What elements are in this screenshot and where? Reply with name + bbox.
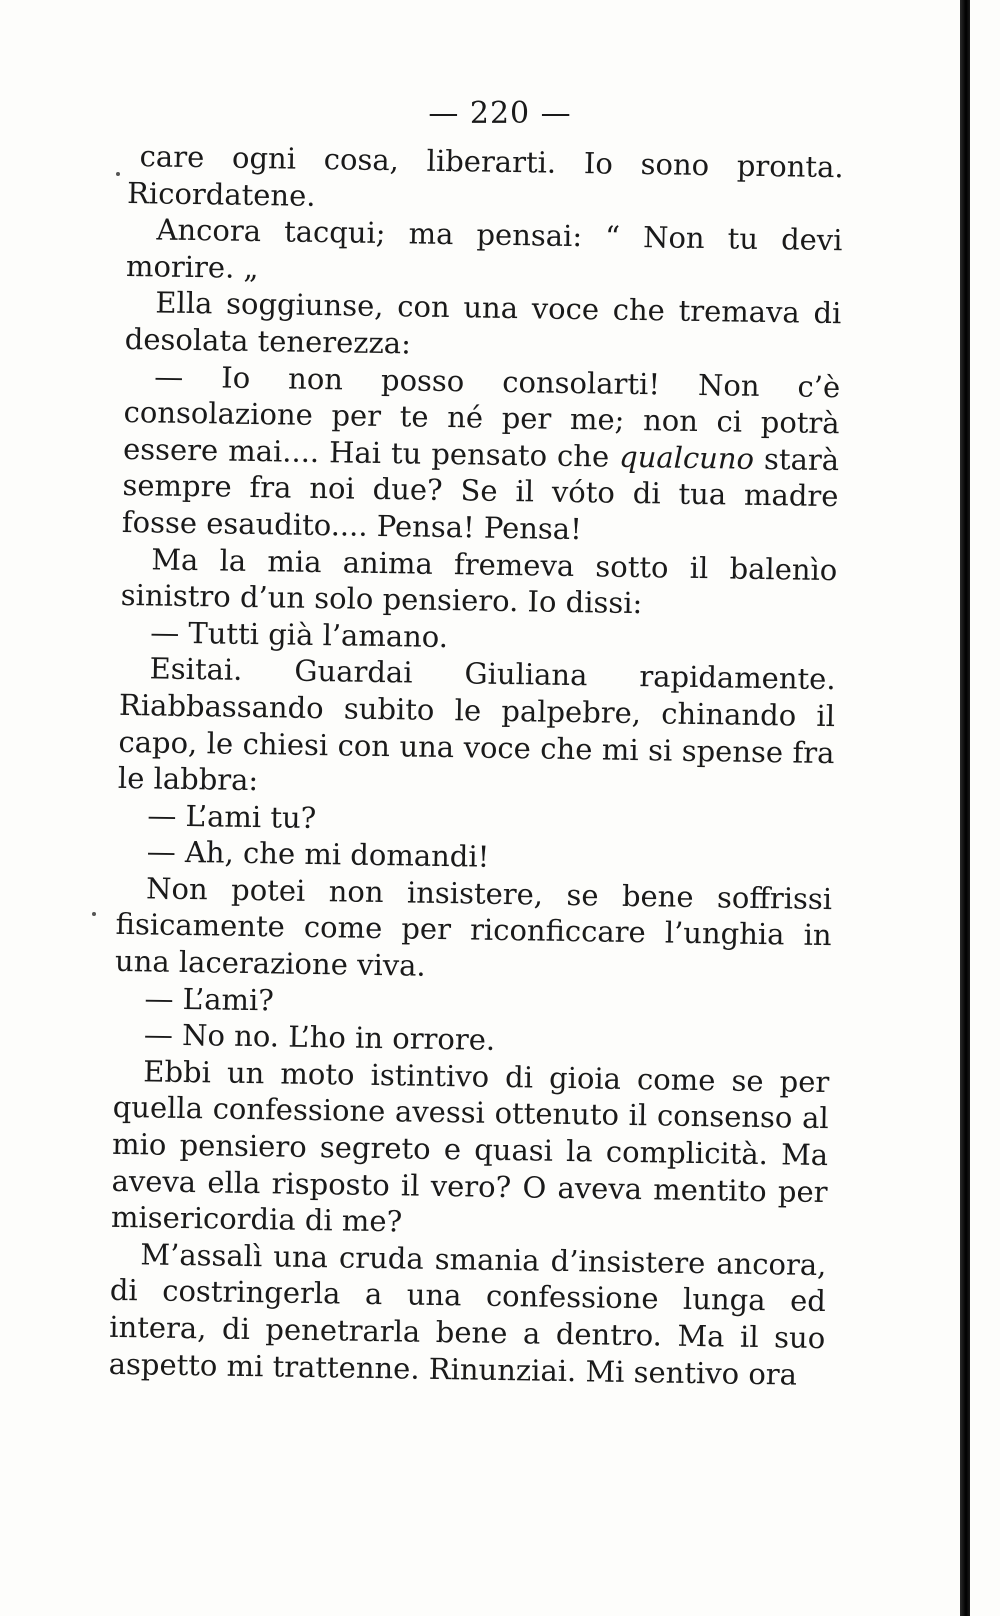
paragraph: — Tutti già l’amano. <box>149 615 449 654</box>
paragraph-text: — Io non posso consolarti! Non c’è consolazione per te né per me; non ci potrà essere mai.... Hai tu pensato che <box>122 359 841 474</box>
body-text <box>108 138 843 1393</box>
paragraph: Non potei non insistere, se bene soffrissi fisicamente come per riconficcare l’unghia in una lacerazione viva. <box>114 871 833 983</box>
paragraph: Ma la mia anima fremeva sotto il balenìo sinistro d’un solo pensiero. Io dissi: <box>120 541 838 621</box>
paragraph: M’assalì una cruda smania d’insistere ancora, di costringerla a una confessione lunga ed intera, di penetrarla bene a dentro. Ma il suo aspetto mi trattenne. Rinunziai. Mi sentivo ora <box>108 1237 827 1392</box>
paragraph: care ogni cosa, liberarti. Io sono pronta. Ricordatene. <box>126 139 844 213</box>
paragraph: Esitai. Guardai Giuliana rapidamente. Riabbassando subito le palpebre, chinando il capo, le chiesi con una voce che mi si spense fra le labbra: <box>117 651 836 798</box>
paragraph <box>122 358 841 552</box>
paragraph: — L’ami? <box>144 981 275 1018</box>
paragraph: — No no. L’ho in orrore. <box>143 1017 496 1058</box>
print-speck <box>116 172 120 176</box>
paragraph: — L’ami tu? <box>147 798 317 835</box>
italic-word: qualcuno <box>618 439 755 476</box>
paragraph: Ebbi un moto istintivo di gioia come se per quella confessione avessi ottenuto il consenso al mio pensiero segreto e quasi la complicità. Ma aveva ella risposto il vero? O aveva mentito per misericordia di me? <box>110 1054 830 1239</box>
page-number: — 220 — <box>428 96 572 131</box>
binding-edge <box>960 0 970 1616</box>
paragraph: Ella soggiunse, con una voce che tremava di desolata tenerezza: <box>124 285 842 361</box>
paragraph: — Ah, che mi domandi! <box>146 834 490 875</box>
paragraph-text: starà sempre fra noi due? Se il vóto di tua madre fosse esaudito.... Pensa! Pensa! <box>121 441 840 547</box>
print-speck <box>92 912 96 916</box>
paragraph: Ancora tacqui; ma pensai: “ Non tu devi morire. „ <box>125 212 843 285</box>
